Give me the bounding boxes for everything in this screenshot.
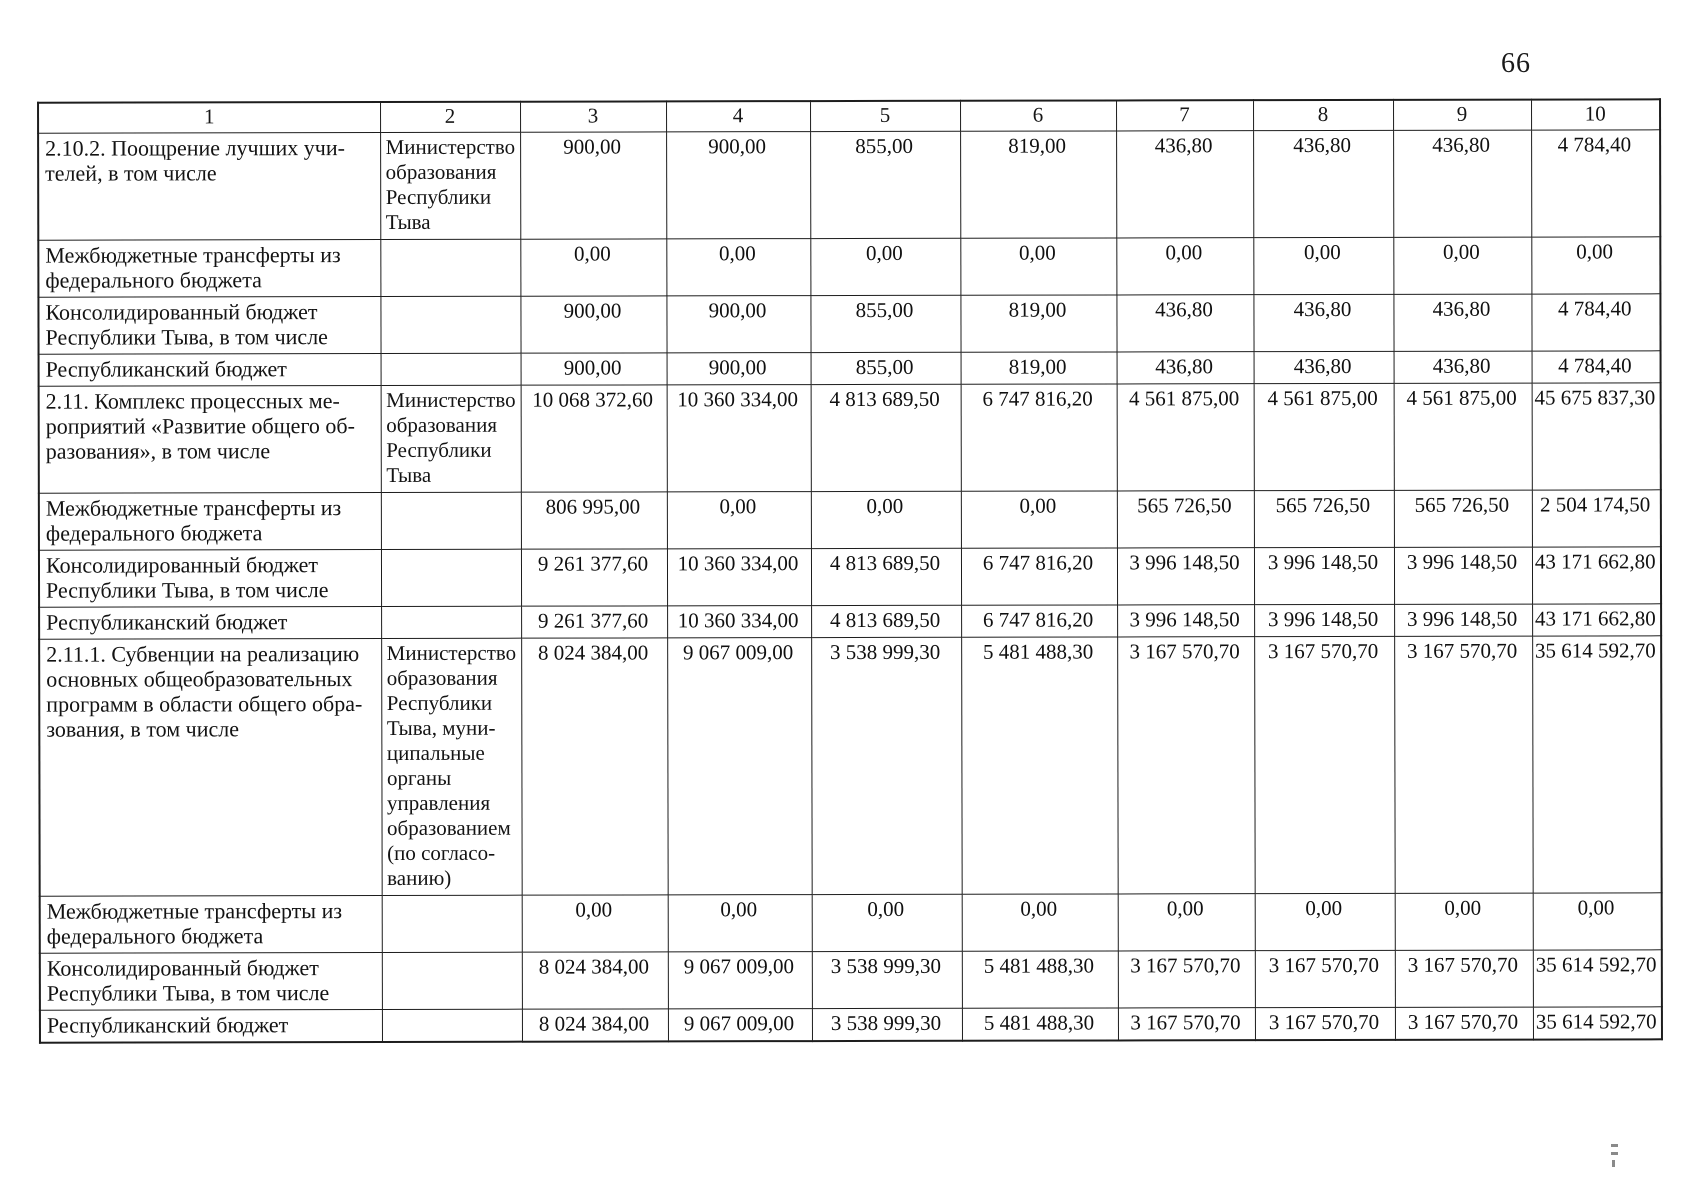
scan-artifact [1612, 1160, 1615, 1167]
row-value: 436,80 [1117, 352, 1254, 384]
row-value: 900,00 [666, 132, 810, 239]
row-value: 3 167 570,70 [1395, 950, 1533, 1007]
row-value: 43 171 662,80 [1532, 547, 1661, 604]
row-value: 10 360 334,00 [667, 606, 811, 638]
column-header: 6 [960, 100, 1116, 131]
table-row [39, 351, 1661, 386]
row-value: 806 995,00 [521, 492, 667, 549]
column-header: 3 [520, 101, 666, 132]
row-value: 0,00 [1533, 893, 1662, 950]
column-header: 7 [1116, 100, 1253, 131]
row-value: 9 261 377,60 [521, 606, 667, 638]
column-header: 8 [1253, 100, 1393, 131]
row-value: 565 726,50 [1394, 490, 1532, 547]
row-value: 0,00 [811, 491, 961, 548]
row-value: 3 996 148,50 [1394, 604, 1532, 636]
row-executor [381, 549, 521, 606]
row-value: 855,00 [810, 131, 960, 238]
row-value: 8 024 384,00 [522, 952, 668, 1009]
row-value: 4 813 689,50 [811, 548, 961, 605]
row-value: 855,00 [811, 352, 961, 384]
column-header: 10 [1531, 99, 1660, 130]
row-value: 436,80 [1253, 294, 1393, 351]
row-value: 436,80 [1394, 351, 1532, 383]
row-value: 0,00 [1253, 237, 1393, 294]
row-value: 9 067 009,00 [667, 638, 812, 895]
row-value: 3 538 999,30 [812, 1008, 962, 1041]
row-value: 0,00 [522, 895, 668, 952]
column-header: 4 [666, 101, 810, 132]
scan-artifact [1611, 1144, 1618, 1147]
row-label: 2.11. Комплекс процессных ме- роприятий «Развитие общего об- разования», в том числе [39, 385, 381, 493]
row-value: 9 067 009,00 [668, 952, 812, 1009]
row-value: 3 167 570,70 [1395, 1007, 1533, 1040]
row-value: 10 068 372,60 [521, 385, 667, 492]
row-value: 43 171 662,80 [1532, 604, 1661, 636]
row-value: 3 538 999,30 [811, 637, 962, 894]
row-value: 436,80 [1116, 131, 1253, 238]
row-value: 0,00 [1255, 893, 1395, 950]
row-value: 900,00 [667, 353, 811, 385]
row-value: 0,00 [812, 894, 962, 951]
scan-artifact [1611, 1152, 1618, 1155]
row-value: 5 481 488,30 [962, 951, 1118, 1008]
row-value: 6 747 816,20 [961, 384, 1117, 491]
table-row [40, 950, 1662, 1010]
row-value: 0,00 [1395, 893, 1533, 950]
row-executor [382, 895, 522, 952]
row-value: 0,00 [1118, 894, 1255, 951]
row-value: 855,00 [810, 295, 960, 352]
table-row [38, 237, 1660, 297]
page-number: 66 [1501, 48, 1531, 79]
row-label: Республиканский бюджет [39, 606, 381, 639]
row-value: 565 726,50 [1254, 490, 1394, 547]
row-value: 4 561 875,00 [1117, 384, 1254, 491]
row-value: 3 167 570,70 [1394, 636, 1533, 893]
row-value: 9 067 009,00 [668, 1009, 812, 1042]
row-executor [381, 492, 521, 549]
row-value: 436,80 [1254, 351, 1394, 383]
row-value: 5 481 488,30 [961, 637, 1118, 894]
row-label: Консолидированный бюджет Республики Тыва, в том числе [39, 549, 381, 607]
row-value: 5 481 488,30 [962, 1008, 1118, 1041]
budget-table [37, 98, 1663, 1043]
row-value: 3 996 148,50 [1254, 604, 1394, 636]
row-value: 819,00 [960, 131, 1116, 238]
column-header-row [38, 99, 1660, 133]
row-value: 436,80 [1393, 294, 1531, 351]
row-label: Межбюджетные трансферты из федерального бюджета [40, 895, 382, 953]
row-value: 3 996 148,50 [1117, 548, 1254, 605]
row-label: Республиканский бюджет [39, 353, 381, 386]
row-executor: Министерство образования Республики Тыва [380, 132, 520, 239]
row-value: 0,00 [960, 238, 1116, 295]
row-value: 8 024 384,00 [521, 638, 668, 895]
row-value: 3 167 570,70 [1255, 950, 1395, 1007]
row-value: 0,00 [667, 492, 811, 549]
row-value: 900,00 [666, 296, 810, 353]
row-value: 3 167 570,70 [1254, 636, 1395, 893]
row-value: 436,80 [1116, 295, 1253, 352]
row-value: 3 167 570,70 [1118, 951, 1255, 1008]
row-value: 10 360 334,00 [667, 385, 811, 492]
row-value: 2 504 174,50 [1532, 490, 1661, 547]
row-executor: Министерство образования Республики Тыва, муни- ципальные органы управления образованием (по согласо- ванию) [381, 638, 522, 895]
row-value: 0,00 [962, 894, 1118, 951]
row-value: 3 996 148,50 [1254, 547, 1394, 604]
row-value: 0,00 [810, 238, 960, 295]
column-header: 1 [38, 102, 380, 133]
row-value: 565 726,50 [1117, 491, 1254, 548]
table-row [39, 604, 1661, 639]
row-label: 2.11.1. Субвенции на реализацию основных общеобразовательных программ в области общего обра- зования, в том числе [39, 638, 382, 896]
row-label: Межбюджетные трансферты из федерального бюджета [39, 492, 381, 550]
row-value: 35 614 592,70 [1533, 950, 1662, 1007]
row-executor [380, 239, 520, 296]
row-value: 3 167 570,70 [1255, 1007, 1395, 1040]
row-value: 819,00 [961, 352, 1117, 384]
row-value: 9 261 377,60 [521, 549, 667, 606]
column-header: 5 [810, 101, 960, 132]
row-executor [381, 353, 521, 385]
row-value: 4 561 875,00 [1394, 383, 1532, 490]
row-value: 436,80 [1253, 130, 1393, 237]
row-value: 3 538 999,30 [812, 951, 962, 1008]
row-value: 0,00 [668, 895, 812, 952]
table-row [38, 294, 1660, 354]
row-value: 4 784,40 [1532, 351, 1661, 383]
row-value: 3 996 148,50 [1117, 605, 1254, 637]
row-executor [382, 1009, 522, 1042]
row-value: 436,80 [1393, 130, 1531, 237]
row-value: 900,00 [520, 132, 666, 239]
row-value: 6 747 816,20 [961, 605, 1117, 637]
column-header: 9 [1393, 100, 1531, 131]
row-value: 3 167 570,70 [1118, 1008, 1255, 1041]
row-value: 10 360 334,00 [667, 549, 811, 606]
row-value: 8 024 384,00 [522, 1009, 668, 1042]
row-value: 45 675 837,30 [1532, 383, 1661, 490]
row-value: 900,00 [520, 296, 666, 353]
row-executor [380, 296, 520, 353]
table-row [39, 490, 1661, 550]
row-value: 819,00 [960, 295, 1116, 352]
row-value: 0,00 [1531, 237, 1660, 294]
column-header: 2 [380, 102, 520, 133]
row-value: 35 614 592,70 [1533, 1007, 1662, 1040]
row-value: 0,00 [1393, 237, 1531, 294]
row-value: 6 747 816,20 [961, 548, 1117, 605]
row-value: 4 784,40 [1531, 130, 1660, 237]
row-executor [381, 606, 521, 638]
row-executor [382, 952, 522, 1009]
row-value: 4 813 689,50 [811, 384, 961, 491]
row-value: 0,00 [520, 239, 666, 296]
table-row [40, 1007, 1662, 1043]
row-value: 0,00 [666, 239, 810, 296]
row-value: 3 996 148,50 [1394, 547, 1532, 604]
row-label: Межбюджетные трансферты из федерального бюджета [38, 239, 380, 297]
row-label: Консолидированный бюджет Республики Тыва, в том числе [38, 296, 380, 354]
table-row [39, 636, 1662, 896]
row-value: 4 561 875,00 [1254, 383, 1394, 490]
table-row [38, 130, 1660, 240]
row-executor: Министерство образования Республики Тыва [381, 385, 521, 492]
table-row [40, 893, 1662, 953]
table-row [39, 547, 1661, 607]
row-label: 2.10.2. Поощрение лучших учи- телей, в том числе [38, 132, 380, 240]
row-value: 35 614 592,70 [1532, 636, 1662, 893]
row-value: 900,00 [521, 353, 667, 385]
row-label: Консолидированный бюджет Республики Тыва, в том числе [40, 952, 382, 1010]
row-value: 4 784,40 [1531, 294, 1660, 351]
table-row [39, 383, 1661, 493]
row-label: Республиканский бюджет [40, 1009, 382, 1042]
row-value: 0,00 [1116, 238, 1253, 295]
row-value: 3 167 570,70 [1117, 637, 1255, 894]
row-value: 0,00 [961, 491, 1117, 548]
row-value: 4 813 689,50 [811, 605, 961, 637]
